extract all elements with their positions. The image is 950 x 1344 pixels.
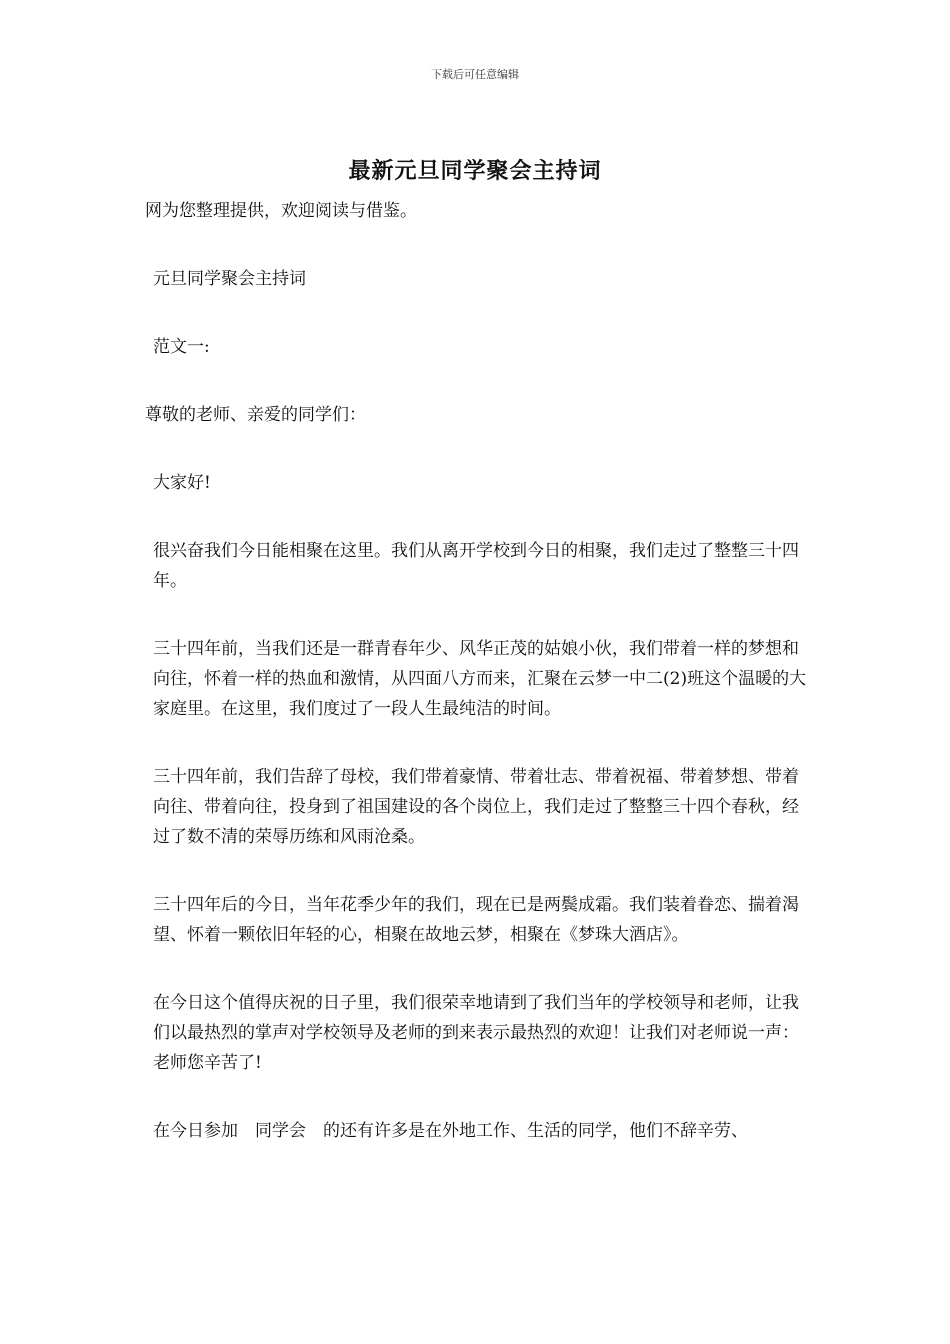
greeting: 大家好! <box>153 473 211 493</box>
body-paragraph: 三十四年前，当我们还是一群青春年少、风华正茂的姑娘小伙，我们带着一样的梦想和向往，怀着一样的热血和激情，从四面八方而来，汇聚在云梦一中二(2)班这个温暖的大家庭里。在这里，我们度过了一段人生最纯洁的时间。 <box>153 639 807 719</box>
body-paragraph: 在今日这个值得庆祝的日子里，我们很荣幸地请到了我们当年的学校领导和老师，让我们以最热烈的掌声对学校领导及老师的到来表示最热烈的欢迎！让我们对老师说一声： 老师您辛苦了! <box>153 993 808 1073</box>
document-title: 最新元旦同学聚会主持词 <box>348 158 602 184</box>
intro-paragraph: 网为您整理提供，欢迎阅读与借鉴。 <box>145 201 417 221</box>
salutation: 尊敬的老师、亲爱的同学们： <box>145 405 366 425</box>
body-paragraph: 三十四年前，我们告辞了母校，我们带着豪情、带着壮志、带着祝福、带着梦想、带着向往、带着向往，投身到了祖国建设的各个岗位上，我们走过了整整三十四个春秋，经过了数不清的荣辱历练和风雨沧桑。 <box>153 767 799 847</box>
section-heading: 元旦同学聚会主持词 <box>153 269 306 289</box>
body-paragraph: 很兴奋我们今日能相聚在这里。我们从离开学校到今日的相聚，我们走过了整整三十四年。 <box>153 541 799 591</box>
body-paragraph: 在今日参加 同学会 的还有许多是在外地工作、生活的同学，他们不辞辛劳、 <box>153 1121 748 1141</box>
header-note: 下载后可任意编辑 <box>431 68 519 81</box>
document-body <box>145 196 815 1184</box>
body-paragraph: 三十四年后的今日，当年花季少年的我们，现在已是两鬓成霜。我们装着眷恋、揣着渴望、怀着一颗依旧年轻的心，相聚在故地云梦，相聚在《梦珠大酒店》。 <box>153 895 799 945</box>
sample-label: 范文一: <box>153 337 210 357</box>
